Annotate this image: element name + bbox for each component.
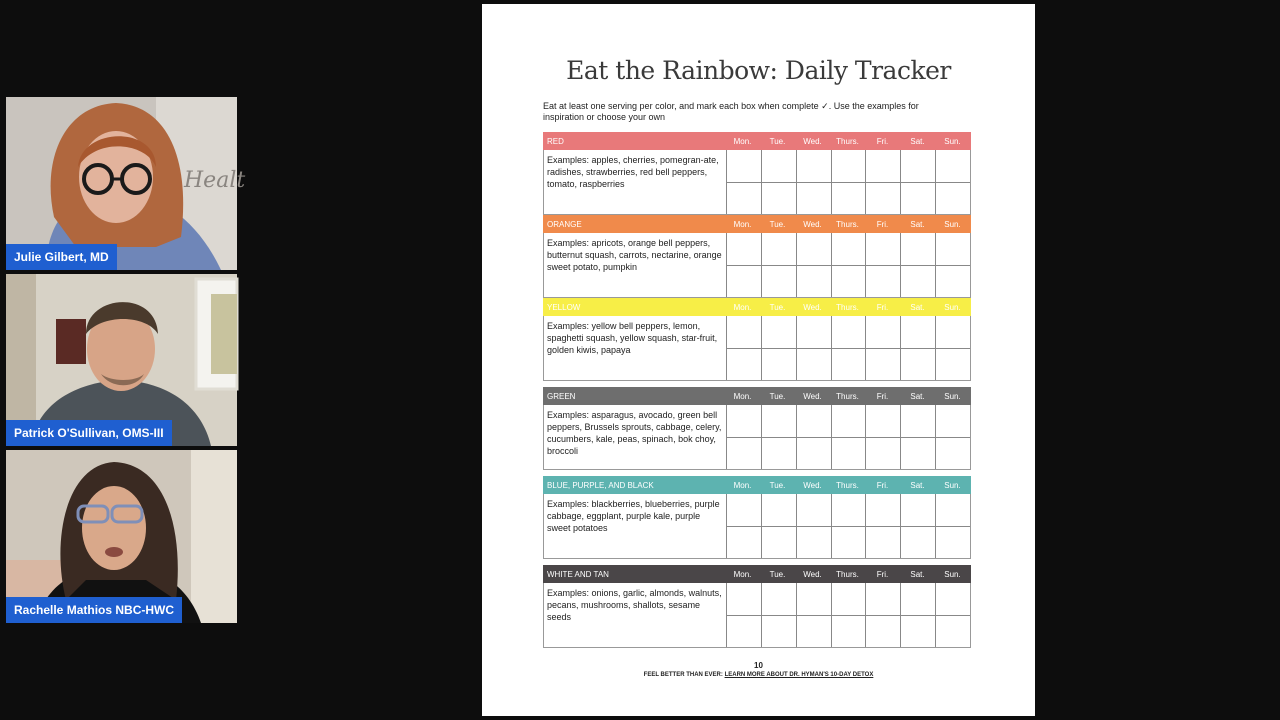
- section-header: [543, 132, 971, 150]
- day-label: Tue.: [769, 220, 786, 229]
- day-label: Fri.: [876, 303, 889, 312]
- checkbox-cell: [726, 348, 761, 380]
- checkbox-cell: [865, 526, 900, 558]
- section-label: RED: [547, 137, 564, 146]
- checkbox-cell: [761, 348, 796, 380]
- day-label: Wed.: [803, 137, 822, 146]
- checkbox-cell: [865, 437, 900, 469]
- section-label: ORANGE: [547, 220, 582, 229]
- checkbox-cell: [796, 265, 831, 297]
- footer-text: FEEL BETTER THAN EVER:: [643, 672, 725, 678]
- tracker-section: [543, 298, 971, 381]
- checkbox-cell: [865, 233, 900, 265]
- checkbox-cell: [831, 437, 866, 469]
- checkbox-cell: [865, 583, 900, 615]
- section-body: [543, 316, 971, 381]
- shared-document: [482, 4, 1035, 716]
- checkbox-grid: [726, 233, 970, 297]
- checkbox-cell: [761, 494, 796, 526]
- checkbox-cell: [726, 437, 761, 469]
- section-label: GREEN: [547, 392, 576, 401]
- checkbox-cell: [761, 182, 796, 214]
- checkbox-cell: [900, 348, 935, 380]
- day-label: Wed.: [803, 303, 822, 312]
- day-label: Wed.: [803, 481, 822, 490]
- day-label: Sun.: [944, 303, 961, 312]
- checkbox-cell: [935, 265, 970, 297]
- day-label: Fri.: [876, 392, 889, 401]
- section-examples: Examples: onions, garlic, almonds, walnuts, pecans, mushrooms, shallots, sesame seeds: [547, 588, 722, 622]
- checkbox-cell: [761, 437, 796, 469]
- checkbox-cell: [726, 615, 761, 647]
- section-body: [543, 405, 971, 470]
- tracker-table: [543, 132, 971, 648]
- checkbox-cell: [865, 265, 900, 297]
- checkbox-cell: [865, 150, 900, 182]
- checkbox-cell: [761, 265, 796, 297]
- checkbox-cell: [796, 583, 831, 615]
- checkbox-cell: [726, 150, 761, 182]
- tracker-section: [543, 565, 971, 648]
- day-label: Thurs.: [836, 392, 859, 401]
- day-label: Tue.: [769, 570, 786, 579]
- day-label: Sat.: [910, 481, 925, 490]
- checkbox-cell: [935, 316, 970, 348]
- checkbox-cell: [726, 316, 761, 348]
- checkbox-cell: [935, 405, 970, 437]
- checkbox-cell: [831, 265, 866, 297]
- checkbox-cell: [726, 583, 761, 615]
- day-label: Thurs.: [836, 570, 859, 579]
- checkbox-cell: [900, 265, 935, 297]
- document-intro: Eat at least one serving per color, and mark each box when complete ✓. Use the examples for inspiration or choose your own: [543, 101, 919, 122]
- section-header: [543, 565, 971, 583]
- checkbox-cell: [761, 583, 796, 615]
- checkbox-cell: [935, 437, 970, 469]
- checkbox-cell: [761, 316, 796, 348]
- checkbox-cell: [726, 494, 761, 526]
- section-label: YELLOW: [547, 303, 581, 312]
- checkbox-cell: [761, 233, 796, 265]
- section-label: BLUE, PURPLE, AND BLACK: [547, 481, 654, 490]
- day-label: Fri.: [876, 570, 889, 579]
- day-label: Fri.: [876, 481, 889, 490]
- section-body: [543, 150, 971, 215]
- checkbox-cell: [726, 265, 761, 297]
- day-label: Sun.: [944, 570, 961, 579]
- checkbox-cell: [865, 615, 900, 647]
- checkbox-cell: [831, 233, 866, 265]
- checkbox-grid: [726, 405, 970, 469]
- footer-link[interactable]: LEARN MORE ABOUT DR. HYMAN'S 10-DAY DETOX: [724, 672, 874, 678]
- participant-tile-rachelle[interactable]: [6, 450, 237, 623]
- day-label: Thurs.: [836, 303, 859, 312]
- checkbox-cell: [935, 494, 970, 526]
- day-label: Thurs.: [836, 481, 859, 490]
- checkbox-cell: [831, 182, 866, 214]
- section-examples: Examples: yellow bell peppers, lemon, spaghetti squash, yellow squash, star-fruit, golden kiwis, papaya: [547, 321, 718, 355]
- checkbox-cell: [796, 182, 831, 214]
- checkbox-grid: [726, 583, 970, 647]
- checkbox-cell: [900, 583, 935, 615]
- day-label: Fri.: [876, 137, 889, 146]
- checkbox-cell: [796, 494, 831, 526]
- day-label: Mon.: [733, 137, 752, 146]
- checkbox-cell: [865, 182, 900, 214]
- checkbox-cell: [831, 405, 866, 437]
- day-label: Mon.: [733, 570, 752, 579]
- section-examples: Examples: apples, cherries, pomegran-ate, radishes, strawberries, red bell peppers, tomato, raspberries: [547, 155, 719, 189]
- section-header: [543, 215, 971, 233]
- participant-name-tag: Patrick O'Sullivan, OMS-III: [6, 420, 172, 446]
- checkbox-cell: [796, 615, 831, 647]
- day-label: Sun.: [944, 220, 961, 229]
- checkbox-cell: [900, 494, 935, 526]
- checkbox-cell: [761, 526, 796, 558]
- day-label: Mon.: [733, 303, 752, 312]
- document-title: Eat the Rainbow: Daily Tracker: [566, 56, 951, 85]
- day-label: Sun.: [944, 137, 961, 146]
- checkbox-cell: [900, 316, 935, 348]
- checkbox-cell: [935, 583, 970, 615]
- day-label: Mon.: [733, 392, 752, 401]
- checkbox-cell: [900, 150, 935, 182]
- checkbox-cell: [761, 405, 796, 437]
- checkbox-cell: [935, 348, 970, 380]
- day-label: Fri.: [876, 220, 889, 229]
- section-examples: Examples: blackberries, blueberries, purple cabbage, eggplant, purple kale, purple sweet potatoes: [547, 499, 720, 533]
- checkbox-cell: [831, 615, 866, 647]
- participant-tile-patrick[interactable]: [6, 274, 237, 446]
- checkbox-cell: [831, 494, 866, 526]
- tracker-section: [543, 215, 971, 298]
- day-label: Sat.: [910, 392, 925, 401]
- day-label: Mon.: [733, 220, 752, 229]
- checkbox-cell: [865, 348, 900, 380]
- checkbox-cell: [761, 615, 796, 647]
- checkbox-cell: [831, 583, 866, 615]
- day-label: Sat.: [910, 220, 925, 229]
- checkbox-cell: [796, 316, 831, 348]
- day-label: Thurs.: [836, 137, 859, 146]
- checkbox-cell: [726, 526, 761, 558]
- checkbox-cell: [900, 405, 935, 437]
- day-label: Wed.: [803, 392, 822, 401]
- day-label: Sat.: [910, 570, 925, 579]
- checkbox-cell: [865, 494, 900, 526]
- checkbox-grid: [726, 150, 970, 214]
- checkbox-grid: [726, 316, 970, 380]
- checkbox-cell: [865, 316, 900, 348]
- checkbox-cell: [831, 526, 866, 558]
- checkbox-cell: [900, 526, 935, 558]
- day-label: Mon.: [733, 481, 752, 490]
- checkbox-cell: [900, 437, 935, 469]
- day-label: Wed.: [803, 220, 822, 229]
- day-label: Tue.: [769, 303, 786, 312]
- checkbox-cell: [935, 182, 970, 214]
- day-label: Wed.: [803, 570, 822, 579]
- participant-name-tag: Julie Gilbert, MD: [6, 244, 117, 270]
- checkbox-grid: [726, 494, 970, 558]
- day-label: Tue.: [769, 481, 786, 490]
- section-header: [543, 298, 971, 316]
- checkbox-cell: [726, 405, 761, 437]
- day-label: Sat.: [910, 137, 925, 146]
- checkbox-cell: [935, 150, 970, 182]
- tracker-section: [543, 476, 971, 559]
- checkbox-cell: [796, 437, 831, 469]
- section-examples: Examples: asparagus, avocado, green bell peppers, Brussels sprouts, cabbage, celery, cucumbers, kale, peas, spinach, bok choy, broccoli: [547, 410, 722, 456]
- checkbox-cell: [726, 182, 761, 214]
- checkbox-cell: [796, 405, 831, 437]
- day-label: Sun.: [944, 392, 961, 401]
- checkbox-cell: [831, 348, 866, 380]
- checkbox-cell: [935, 526, 970, 558]
- checkbox-cell: [900, 615, 935, 647]
- checkbox-cell: [900, 182, 935, 214]
- day-label: Sat.: [910, 303, 925, 312]
- checkbox-cell: [831, 316, 866, 348]
- section-header: [543, 476, 971, 494]
- checkbox-cell: [935, 233, 970, 265]
- section-label: WHITE AND TAN: [547, 570, 609, 579]
- checkbox-cell: [796, 233, 831, 265]
- day-label: Sun.: [944, 481, 961, 490]
- section-examples: Examples: apricots, orange bell peppers, butternut squash, carrots, nectarine, orange sweet potato, pumpkin: [547, 238, 722, 272]
- section-header: [543, 387, 971, 405]
- checkbox-cell: [761, 150, 796, 182]
- section-body: [543, 583, 971, 648]
- checkbox-cell: [935, 615, 970, 647]
- tracker-section: [543, 387, 971, 470]
- checkbox-cell: [900, 233, 935, 265]
- tracker-section: [543, 132, 971, 215]
- checkbox-cell: [831, 150, 866, 182]
- day-label: Thurs.: [836, 220, 859, 229]
- svg-text:Healt: Healt: [184, 168, 246, 193]
- checkbox-cell: [726, 233, 761, 265]
- document-footer: [482, 672, 1035, 678]
- participant-tile-julie[interactable]: [6, 97, 246, 270]
- checkbox-cell: [796, 526, 831, 558]
- checkbox-cell: [796, 150, 831, 182]
- checkbox-cell: [796, 348, 831, 380]
- page-number: 10: [754, 661, 763, 670]
- section-body: [543, 494, 971, 559]
- participant-name-tag: Rachelle Mathios NBC-HWC: [6, 597, 182, 623]
- day-label: Tue.: [769, 392, 786, 401]
- checkbox-cell: [865, 405, 900, 437]
- section-body: [543, 233, 971, 298]
- day-label: Tue.: [769, 137, 786, 146]
